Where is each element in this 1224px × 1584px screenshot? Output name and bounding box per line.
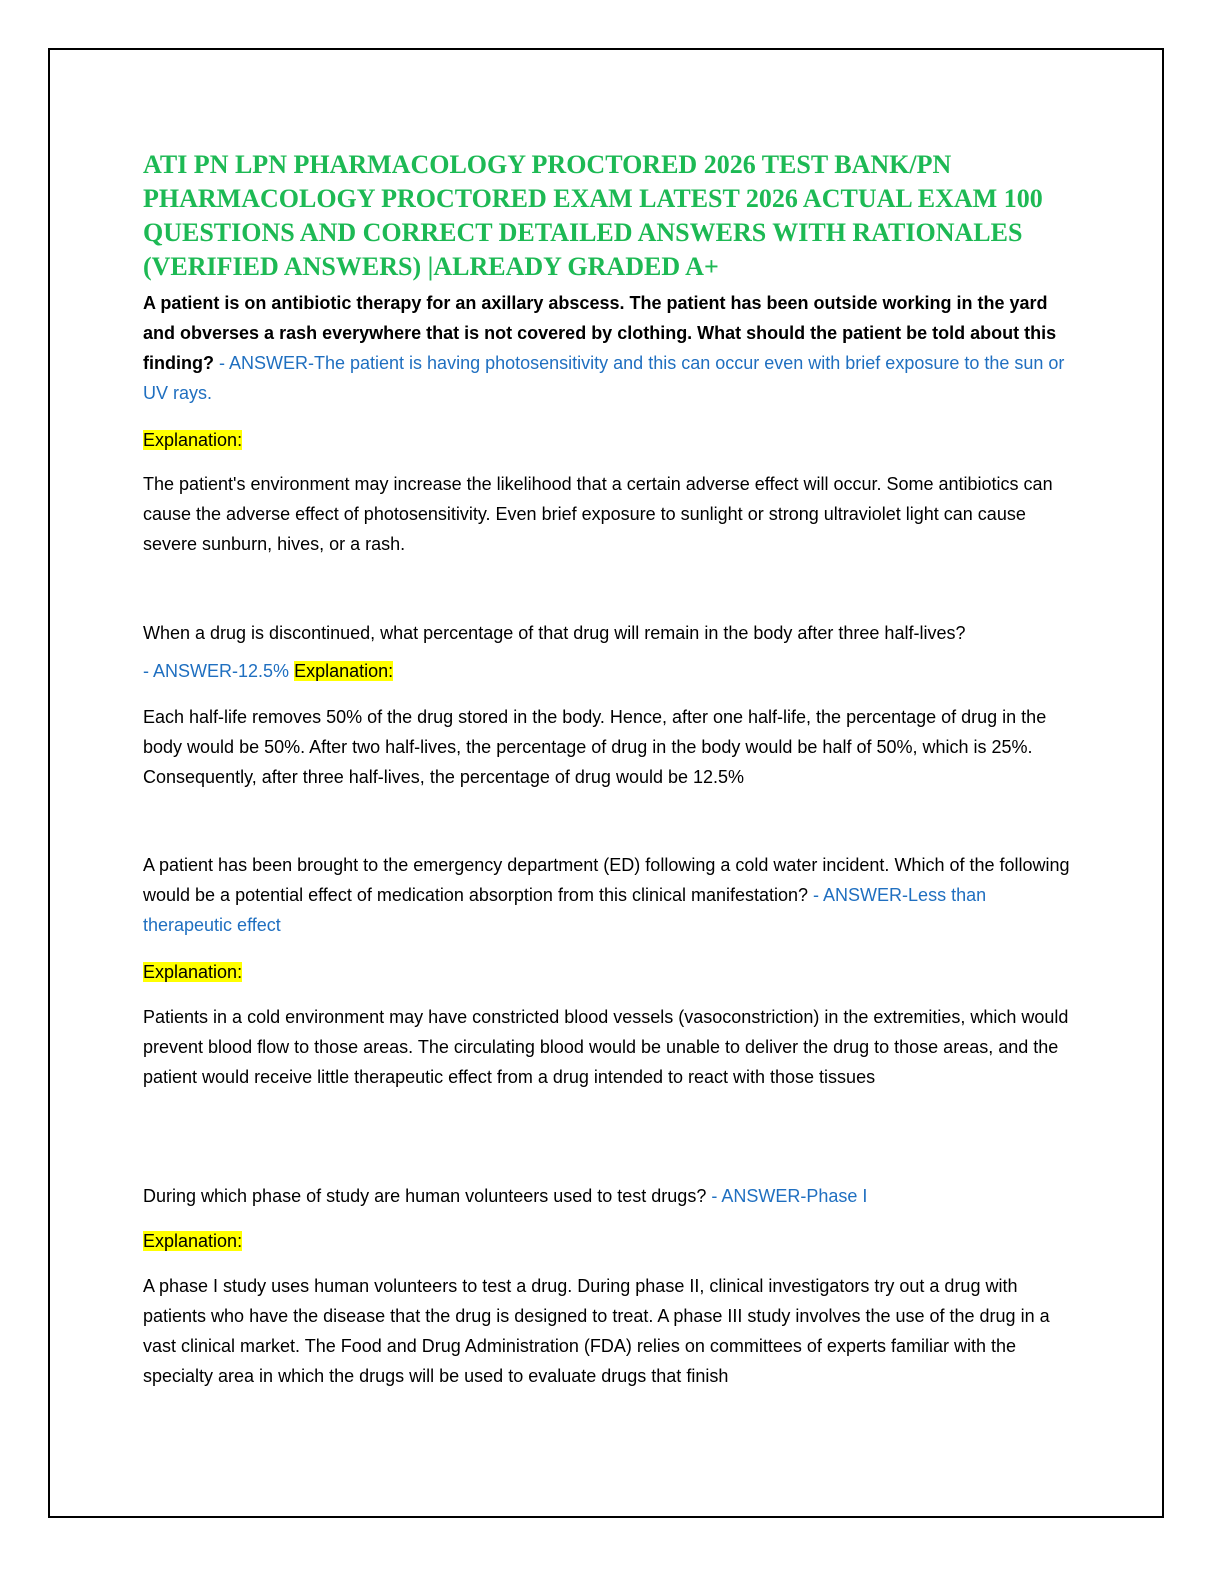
question-4 bbox=[143, 1181, 1078, 1211]
question-3 bbox=[143, 850, 1078, 940]
question-4-answer: - ANSWER-Phase I bbox=[706, 1186, 868, 1206]
question-2-text: When a drug is discontinued, what percentage of that drug will remain in the body after three half-lives? bbox=[143, 623, 966, 643]
question-1 bbox=[143, 288, 1078, 408]
question-2-answer: - ANSWER-12.5% bbox=[143, 661, 290, 681]
question-4-explanation-label-line bbox=[143, 1226, 1078, 1256]
question-4-explanation: A phase I study uses human volunteers to test a drug. During phase II, clinical investigators try out a drug with patients who have the disease that the drug is designed to treat. A phase III study involves the use of the drug in a vast clinical market. The Food and Drug Administration (FDA) relies on committees of experts familiar with the specialty area in which the drugs will be used to evaluate drugs that finish bbox=[143, 1276, 1050, 1386]
explanation-label: Explanation: bbox=[143, 1231, 243, 1251]
question-3-explanation-label-line bbox=[143, 957, 1078, 987]
question-2-explanation: Each half-life removes 50% of the drug stored in the body. Hence, after one half-life, the percentage of drug in the body would be 50%. After two half-lives, the percentage of drug in the body would be half of 50%, which is 25%. Consequently, after three half-lives, the percentage of drug would be 12.5% bbox=[143, 707, 1047, 787]
question-1-answer: - ANSWER-The patient is having photosensitivity and this can occur even with brief exposure to the sun or UV rays. bbox=[143, 353, 1065, 403]
question-1-explanation: The patient's environment may increase the likelihood that a certain adverse effect will occur. Some antibiotics can cause the adverse effect of photosensitivity. Even brief exposure to sunlight or strong ultraviolet light can cause severe sunburn, hives, or a rash. bbox=[143, 474, 1053, 554]
question-3-explanation: Patients in a cold environment may have constricted blood vessels (vasoconstriction) in the extremities, which would prevent blood flow to those areas. The circulating blood would be unable to deliver the drug to those areas, and the patient would receive little therapeutic effect from a drug intended to react with those tissues bbox=[143, 1007, 1069, 1087]
question-2-answer-line bbox=[143, 656, 1078, 686]
question-4-text: During which phase of study are human volunteers used to test drugs? bbox=[143, 1186, 707, 1206]
question-1-explanation-label-line bbox=[143, 425, 1078, 455]
explanation-label: Explanation: bbox=[143, 430, 243, 450]
explanation-label: Explanation: bbox=[294, 661, 394, 681]
question-1-text: A patient is on antibiotic therapy for an axillary abscess. The patient has been outside working in the yard and obverses a rash everywhere that is not covered by clothing. What should the patient be told about this finding? bbox=[143, 293, 1057, 373]
question-3-text: A patient has been brought to the emergency department (ED) following a cold water incident. Which of the following would be a potential effect of medication absorption from this clinical manifestation? bbox=[143, 855, 1070, 905]
document-title: ATI PN LPN PHARMACOLOGY PROCTORED 2026 TEST BANK/PN PHARMACOLOGY PROCTORED EXAM LATEST 2026 ACTUAL EXAM 100 QUESTIONS AND CORRECT DETAILED ANSWERS WITH RATIONALES (VERIFIED ANSWERS) |ALREADY GRADED A+ bbox=[143, 150, 1043, 281]
question-3-answer: - ANSWER-Less than therapeutic effect bbox=[143, 885, 987, 935]
explanation-label: Explanation: bbox=[143, 962, 243, 982]
